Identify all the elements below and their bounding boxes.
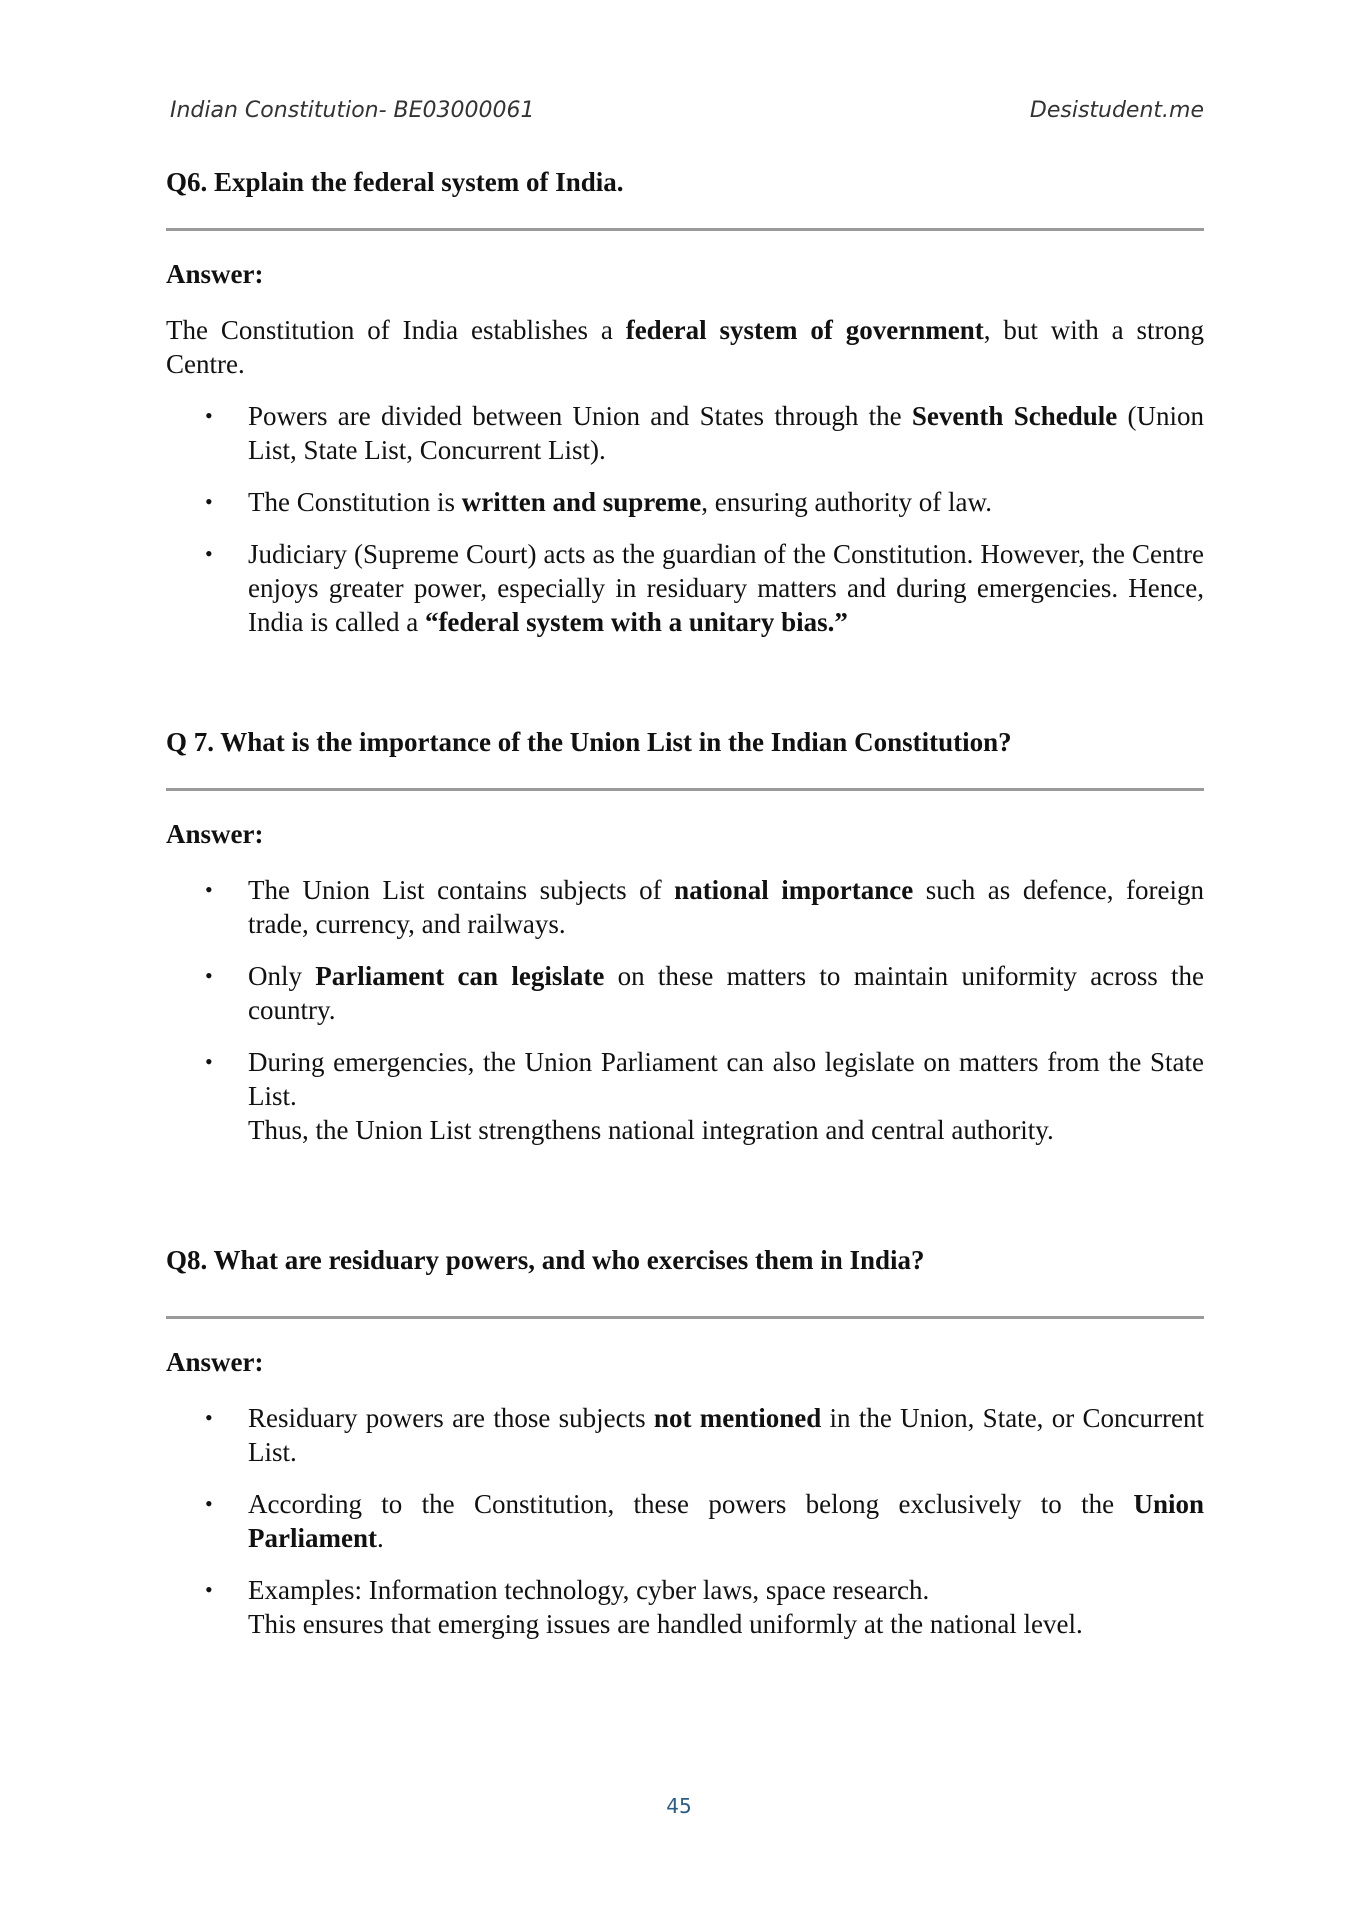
answer-label: Answer: bbox=[166, 1347, 264, 1377]
bullet-icon: • bbox=[205, 403, 213, 428]
bullet-icon: • bbox=[205, 541, 213, 566]
bullet-icon: • bbox=[205, 1049, 213, 1074]
list-item: • Powers are divided between Union and States through the Seventh Schedule (Union List, State List, Concurrent List). bbox=[205, 401, 1204, 465]
bullet-icon: • bbox=[205, 877, 213, 902]
list-item: • Examples: Information technology, cyber laws, space research. This ensures that emerging issues are handled uniformly at the national level. bbox=[205, 1575, 1083, 1639]
list-item: • During emergencies, the Union Parliament can also legislate on matters from the State List. Thus, the Union List strengthens national integration and central authority. bbox=[205, 1047, 1204, 1145]
bullet-icon: • bbox=[205, 1405, 213, 1430]
bullet-icon: • bbox=[205, 489, 213, 514]
list-item: • Residuary powers are those subjects not mentioned in the Union, State, or Concurrent List. bbox=[205, 1403, 1204, 1467]
answer-bullet-list bbox=[166, 873, 1204, 1147]
page-content bbox=[166, 165, 1204, 1659]
answer-conclusion: This ensures that emerging issues are handled uniformly at the national level. bbox=[248, 1609, 1083, 1639]
list-item: • According to the Constitution, these powers belong exclusively to the Union Parliament. bbox=[205, 1489, 1204, 1553]
bullet-icon: • bbox=[205, 1491, 213, 1516]
list-item: • Judiciary (Supreme Court) acts as the guardian of the Constitution. However, the Centre enjoys greater power, especially in residuary matters and during emergencies. Hence, India is called a “federal system with a unitary bias.” bbox=[205, 539, 1204, 637]
header-site-name: Desistudent.me bbox=[1029, 98, 1204, 123]
header-course-title: Indian Constitution- BE03000061 bbox=[170, 98, 535, 123]
answer-bullet-list bbox=[166, 1401, 1204, 1641]
divider bbox=[166, 1316, 1204, 1319]
list-item: • The Union List contains subjects of national importance such as defence, foreign trade, currency, and railways. bbox=[205, 875, 1204, 939]
divider bbox=[166, 228, 1204, 231]
answer-intro: The Constitution of India establishes a federal system of government, but with a strong Centre. bbox=[166, 315, 1204, 379]
question-7-title: Q 7. What is the importance of the Union List in the Indian Constitution? bbox=[166, 727, 1012, 757]
bullet-icon: • bbox=[205, 963, 213, 988]
page-number: 45 bbox=[666, 1794, 692, 1818]
answer-conclusion: Thus, the Union List strengthens national integration and central authority. bbox=[248, 1115, 1054, 1145]
question-8-title: Q8. What are residuary powers, and who exercises them in India? bbox=[166, 1245, 925, 1275]
divider bbox=[166, 788, 1204, 791]
bullet-icon: • bbox=[205, 1577, 213, 1602]
question-6-title: Q6. Explain the federal system of India. bbox=[166, 167, 624, 197]
answer-bullet-list bbox=[166, 399, 1204, 639]
answer-label: Answer: bbox=[166, 819, 264, 849]
list-item: • Only Parliament can legislate on these matters to maintain uniformity across the country. bbox=[205, 961, 1205, 1025]
answer-label: Answer: bbox=[166, 259, 264, 289]
list-item: • The Constitution is written and supreme, ensuring authority of law. bbox=[205, 487, 992, 517]
